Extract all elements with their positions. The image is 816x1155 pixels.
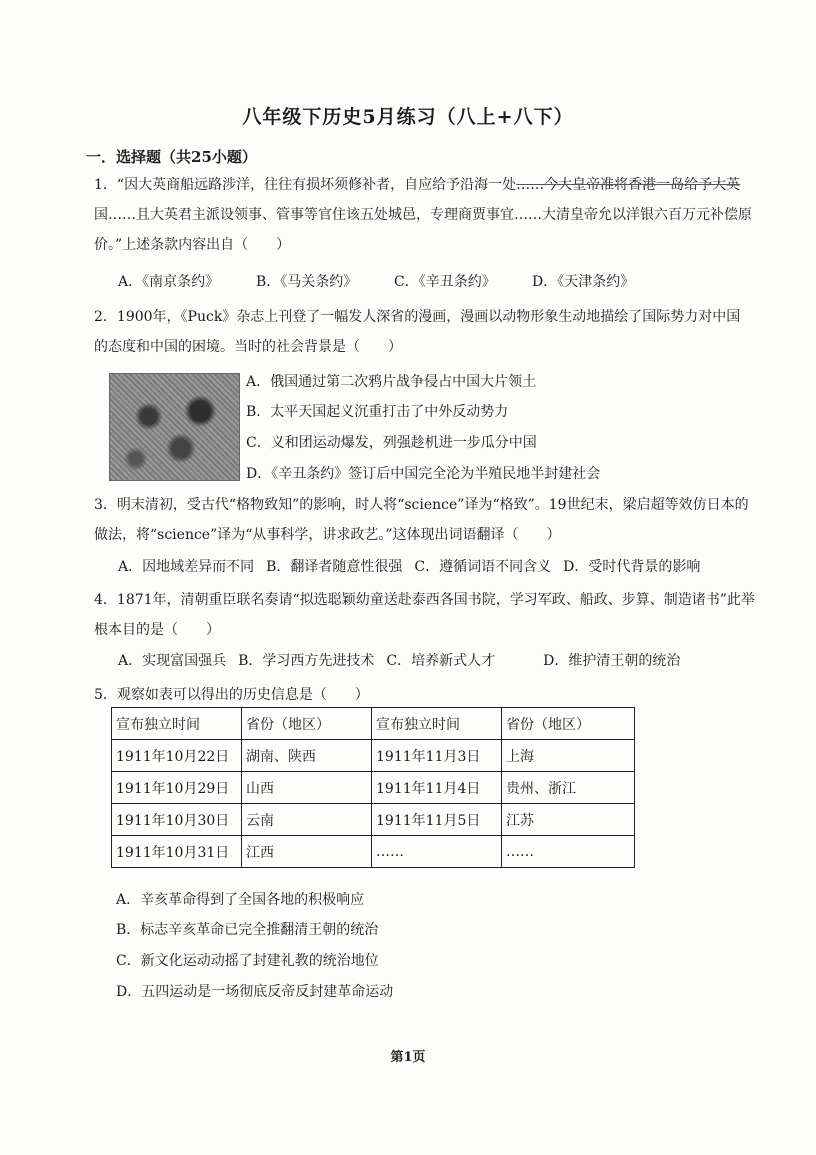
option-a[interactable]: A．俄国通过第二次鸦片战争侵占中国大片领土 [246, 374, 537, 390]
option-b[interactable]: B．翻译者随意性很强 [266, 559, 403, 575]
option-c[interactable]: C．义和团运动爆发，列强趁机进一步瓜分中国 [246, 435, 537, 451]
question-4: 4．1871年，清朝重臣联名奏请“拟选聪颖幼童送赴泰西各国书院，学习军政、船政、步算、制造诸书”此举根本目的是（ ） [94, 592, 755, 638]
question-1 [94, 170, 759, 260]
table-row [112, 836, 635, 868]
option-a[interactable]: A．《南京条约》 [118, 274, 220, 290]
question-4-options [118, 650, 692, 670]
independence-table [111, 707, 635, 868]
table-cell: 上海 [502, 740, 635, 772]
option-c[interactable]: C．培养新式人才 [386, 653, 496, 669]
question-1-options [118, 271, 670, 291]
section-heading: 一．选择题（共25小题） [86, 148, 257, 166]
table-cell: 1911年10月29日 [112, 772, 242, 804]
option-d[interactable]: D．维护清王朝的统治 [543, 653, 681, 669]
option-a[interactable]: A．因地域差异而不同 [118, 559, 255, 575]
option-c[interactable]: C．新文化运动动摇了封建礼教的统治地位 [116, 953, 379, 969]
table-row [112, 740, 635, 772]
question-3-options [118, 556, 712, 576]
option-d[interactable]: D．《天津条约》 [532, 274, 635, 290]
option-b[interactable]: B．《马关条约》 [256, 274, 358, 290]
page-title: 八年级下历史5月练习（八上+八下） [242, 106, 574, 128]
table-cell: 江西 [242, 836, 372, 868]
table-cell: 云南 [242, 804, 372, 836]
option-a[interactable]: A．实现富国强兵 [118, 653, 227, 669]
option-c[interactable]: C．《辛丑条约》 [394, 274, 496, 290]
question-2: 2．1900年，《Puck》杂志上刊登了一幅发人深省的漫画，漫画以动物形象生动地描绘了国际势力对中国的态度和中国的困境。当时的社会背景是（ ） [94, 309, 741, 355]
question-5: 5．观察如表可以得出的历史信息是（ ） [94, 687, 369, 703]
table-cell: …… [502, 836, 635, 868]
table-header-cell: 省份（地区） [502, 708, 635, 740]
table-cell: 贵州、浙江 [502, 772, 635, 804]
question-1-text-a: 1．“因大英商船远路涉洋，往往有损坏须修补者，自应给予沿海一处 [94, 177, 517, 193]
option-b[interactable]: B．标志辛亥革命已完全推翻清王朝的统治 [116, 922, 379, 938]
table-header-cell: 省份（地区） [242, 708, 372, 740]
table-cell: …… [372, 836, 502, 868]
table-cell: 1911年11月4日 [372, 772, 502, 804]
table-row [112, 804, 635, 836]
table-header-cell: 宣布独立时间 [112, 708, 242, 740]
cartoon-image [109, 373, 240, 481]
option-d[interactable]: D．受时代背景的影响 [563, 559, 701, 575]
question-1-text-strike: ……今大皇帝准将香港一岛给予大英 [516, 177, 741, 193]
table-header-row [112, 708, 635, 740]
table-header-cell: 宣布独立时间 [372, 708, 502, 740]
option-b[interactable]: B．太平天国起义沉重打击了中外反动势力 [246, 404, 509, 420]
option-a[interactable]: A．辛亥革命得到了全国各地的积极响应 [116, 892, 365, 908]
table-cell: 湖南、陕西 [242, 740, 372, 772]
page-number: 第1页 [390, 1050, 426, 1065]
option-c[interactable]: C．遵循词语不同含义 [414, 559, 552, 575]
question-1-text-b: 国……且大英君主派设领事、管事等官住该五处城邑，专理商贾事宜……大清皇帝允以洋银六百万元补偿原价。”上述条款内容出自（ ） [94, 207, 752, 253]
table-row [112, 772, 635, 804]
table-cell: 江苏 [502, 804, 635, 836]
table-cell: 1911年10月31日 [112, 836, 242, 868]
option-b[interactable]: B．学习西方先进技术 [238, 653, 375, 669]
option-d[interactable]: D．五四运动是一场彻底反帝反封建革命运动 [116, 984, 394, 1000]
table-cell: 1911年11月5日 [372, 804, 502, 836]
question-3: 3．明末清初，受古代“格物致知”的影响，时人将“science”译为“格致”。19世纪末，梁启超等效仿日本的做法，将“science”译为“从事科学，讲求政艺。”这体现出词语翻译（ ） [94, 497, 749, 543]
option-d[interactable]: D．《辛丑条约》签订后中国完全沦为半殖民地半封建社会 [246, 466, 601, 482]
table-cell: 1911年10月30日 [112, 804, 242, 836]
table-cell: 山西 [242, 772, 372, 804]
table-cell: 1911年11月3日 [372, 740, 502, 772]
table-cell: 1911年10月22日 [112, 740, 242, 772]
